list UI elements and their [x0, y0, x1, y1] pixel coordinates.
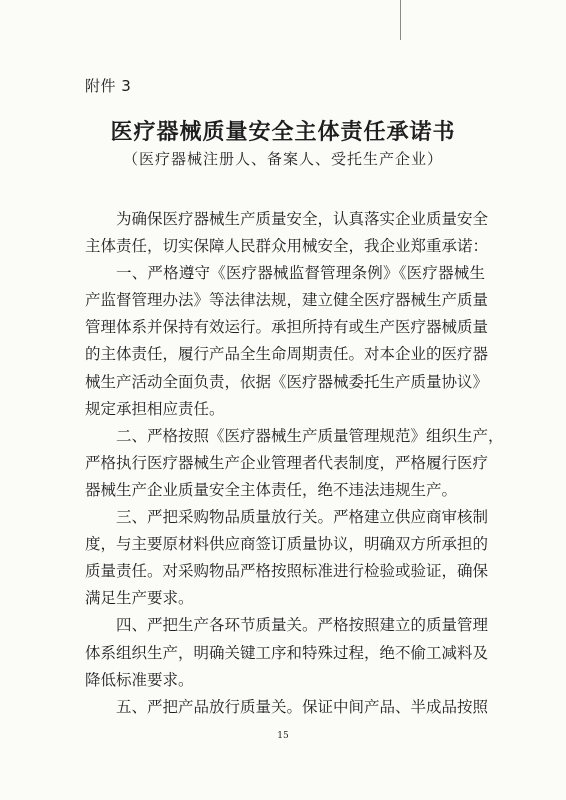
body-line: 三、严把采购物品质量放行关。严格建立供应商审核制 [116, 508, 489, 527]
body-line: 的主体责任，履行产品全生命周期责任。对本企业的医疗器 [85, 345, 489, 364]
body-line: 一、严格遵守《医疗器械监督管理条例》《医疗器械生 [116, 264, 485, 283]
body-line: 度，与主要原材料供应商签订质量协议，明确双方所承担的 [85, 535, 489, 554]
body-line: 器械生产企业质量安全主体责任，绝不违法违规生产。 [85, 480, 458, 499]
body-line: 五、严把产品放行质量关。保证中间产品、半成品按照 [116, 697, 489, 716]
body-line: 主体责任，切实保障人民群众用械安全，我企业郑重承诺： [85, 237, 489, 256]
body-line: 规定承担相应责任。 [85, 399, 225, 418]
document-subtitle: （医疗器械注册人、备案人、受托生产企业） [122, 150, 443, 168]
body-line: 严格执行医疗器械生产企业管理者代表制度，严格履行医疗 [85, 453, 489, 472]
body-line: 四、严把生产各环节质量关。严格按照建立的质量管理 [116, 616, 489, 635]
body-line: 降低标准要求。 [85, 670, 194, 689]
body-line: 管理体系并保持有效运行。承担所持有或生产医疗器械质量 [85, 318, 489, 337]
attachment-label: 附件 3 [85, 77, 132, 95]
document-body [85, 206, 504, 721]
body-line: 二、严格按照《医疗器械生产质量管理规范》组织生产， [116, 426, 504, 445]
body-line: 械生产活动全面负责，依据《医疗器械委托生产质量协议》 [85, 372, 489, 391]
body-line: 为确保医疗器械生产质量安全，认真落实企业质量安全 [116, 210, 489, 228]
scan-fold-line [400, 0, 401, 40]
body-line: 产监督管理办法》等法律法规，建立健全医疗器械生产质量 [85, 291, 489, 310]
page-number: 15 [277, 731, 289, 741]
document-title: 医疗器械质量安全主体责任承诺书 [110, 120, 456, 145]
body-line: 质量责任。对采购物品严格按照标准进行检验或验证，确保 [85, 562, 489, 581]
body-line: 满足生产要求。 [85, 589, 194, 608]
body-line: 体系组织生产，明确关键工序和特殊过程，绝不偷工减料及 [85, 643, 489, 662]
